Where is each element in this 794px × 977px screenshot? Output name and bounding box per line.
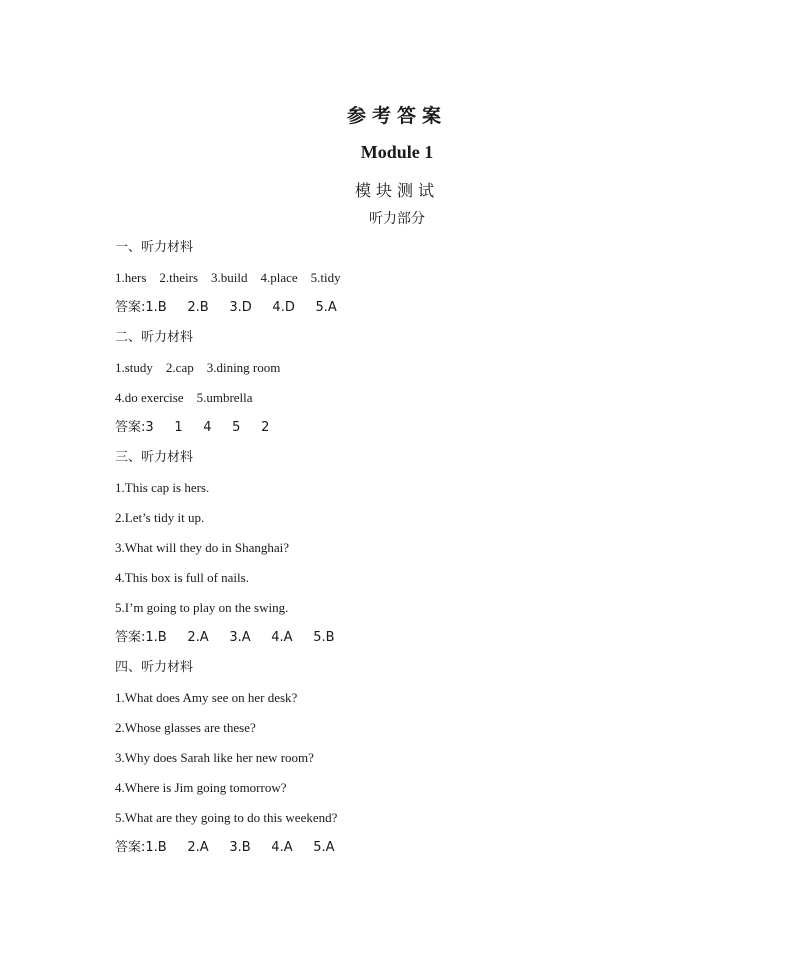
listening-item-line: 2.Whose glasses are these? <box>115 720 256 735</box>
listening-item-line: 2.Let’s tidy it up. <box>115 510 205 525</box>
answer-line: 答案:1.B 2.B 3.D 4.D 5.A <box>115 300 337 315</box>
listening-item-line: 3.Why does Sarah like her new room? <box>115 750 314 765</box>
listening-item-line: 4.Where is Jim going tomorrow? <box>115 780 287 795</box>
content-lines <box>115 238 715 868</box>
answer-line: 答案:1.B 2.A 3.A 4.A 5.B <box>115 630 335 645</box>
listening-item-line: 4.This box is full of nails. <box>115 570 249 585</box>
section-heading-1: 一、听力材料 <box>115 240 194 255</box>
section-heading-4: 四、听力材料 <box>115 660 194 675</box>
part-heading: 听力部分 <box>369 211 425 227</box>
section-heading-2: 二、听力材料 <box>115 330 194 345</box>
listening-item-line: 5.What are they going to do this weekend? <box>115 810 338 825</box>
answer-line: 答案:1.B 2.A 3.B 4.A 5.A <box>115 840 335 855</box>
listening-item-line: 1.What does Amy see on her desk? <box>115 690 298 705</box>
answer-line: 答案:3 1 4 5 2 <box>115 420 270 435</box>
listening-item-line: 3.What will they do in Shanghai? <box>115 540 290 555</box>
listening-item-line: 1.hers 2.theirs 3.build 4.place 5.tidy <box>115 270 341 285</box>
module-heading: Module 1 <box>360 142 434 162</box>
listening-item-line: 4.do exercise 5.umbrella <box>115 390 253 405</box>
listening-item-line: 1.study 2.cap 3.dining room <box>115 360 281 375</box>
listening-item-line: 1.This cap is hers. <box>115 480 210 495</box>
section-heading-3: 三、听力材料 <box>115 450 194 465</box>
section-subtitle: 模块测试 <box>354 181 439 200</box>
listening-item-line: 5.I’m going to play on the swing. <box>115 600 289 615</box>
page-title: 参考答案 <box>346 105 447 127</box>
